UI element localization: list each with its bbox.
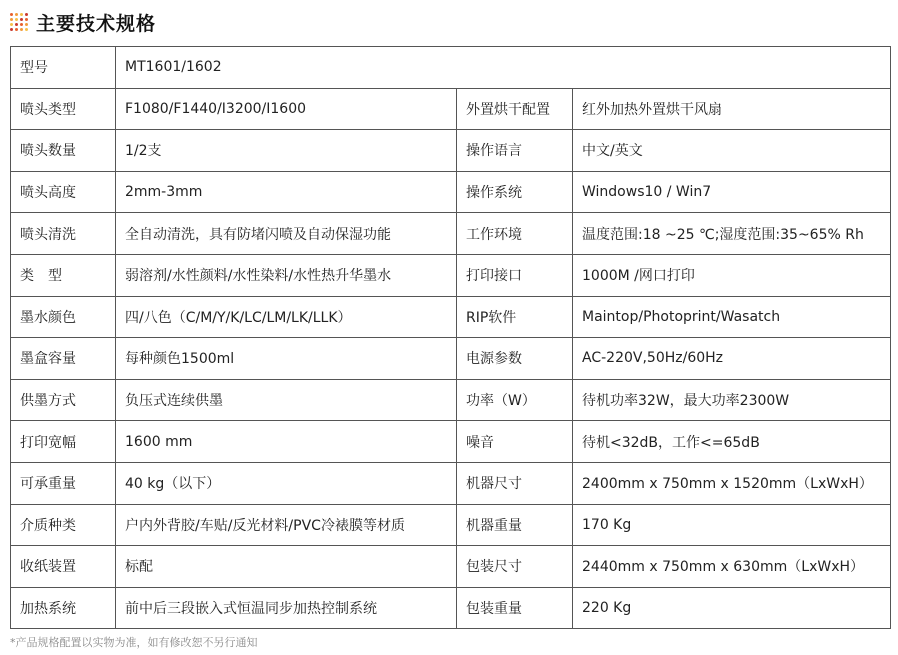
spec-value: 每种颜色1500ml [116, 338, 457, 380]
spec-label: 包装重量 [457, 587, 573, 629]
spec-label: 喷头高度 [11, 171, 116, 213]
spec-label: 操作系统 [457, 171, 573, 213]
spec-label: 工作环境 [457, 213, 573, 255]
spec-label: 外置烘干配置 [457, 88, 573, 130]
spec-value: 2440mm x 750mm x 630mm（LxWxH） [573, 546, 891, 588]
spec-value: 1000M /网口打印 [573, 254, 891, 296]
section-title: 主要技术规格 [36, 12, 157, 35]
spec-label: 收纸装置 [11, 546, 116, 588]
table-row [11, 587, 891, 629]
spec-label: 喷头数量 [11, 130, 116, 172]
spec-value: 四/八色（C/M/Y/K/LC/LM/LK/LLK） [116, 296, 457, 338]
spec-label: 喷头清洗 [11, 213, 116, 255]
spec-value: 待机<32dB，工作<=65dB [573, 421, 891, 463]
table-row [11, 130, 891, 172]
dot-grid-icon [10, 13, 28, 31]
spec-value: Maintop/Photoprint/Wasatch [573, 296, 891, 338]
spec-value: 温度范围:18 ~25 ℃;湿度范围:35~65% Rh [573, 213, 891, 255]
footnote: *产品规格配置以实物为准，如有修改恕不另行通知 [10, 636, 258, 649]
spec-label: 机器尺寸 [457, 462, 573, 504]
spec-label: 类 型 [11, 254, 116, 296]
table-row [11, 504, 891, 546]
spec-value: 40 kg（以下） [116, 462, 457, 504]
spec-label: 电源参数 [457, 338, 573, 380]
table-row [11, 254, 891, 296]
spec-table [10, 46, 891, 629]
spec-value: 2400mm x 750mm x 1520mm（LxWxH） [573, 462, 891, 504]
spec-value: 全自动清洗，具有防堵闪喷及自动保湿功能 [116, 213, 457, 255]
spec-label: RIP软件 [457, 296, 573, 338]
spec-value: 标配 [116, 546, 457, 588]
spec-label: 包装尺寸 [457, 546, 573, 588]
spec-value: 负压式连续供墨 [116, 379, 457, 421]
spec-value: F1080/F1440/I3200/I1600 [116, 88, 457, 130]
spec-value: AC-220V,50Hz/60Hz [573, 338, 891, 380]
table-row [11, 296, 891, 338]
spec-label: 墨水颜色 [11, 296, 116, 338]
spec-label: 机器重量 [457, 504, 573, 546]
spec-value: 户内外背胶/车贴/反光材料/PVC冷裱膜等材质 [116, 504, 457, 546]
spec-value: 1/2支 [116, 130, 457, 172]
table-row [11, 171, 891, 213]
spec-label: 供墨方式 [11, 379, 116, 421]
spec-label: 介质种类 [11, 504, 116, 546]
table-row [11, 88, 891, 130]
spec-value: 170 Kg [573, 504, 891, 546]
spec-value: 前中后三段嵌入式恒温同步加热控制系统 [116, 587, 457, 629]
spec-label: 操作语言 [457, 130, 573, 172]
spec-value: Windows10 / Win7 [573, 171, 891, 213]
spec-value: 1600 mm [116, 421, 457, 463]
spec-label: 墨盒容量 [11, 338, 116, 380]
section-header [10, 8, 156, 36]
spec-value-model: MT1601/1602 [116, 47, 891, 89]
spec-label: 功率（W） [457, 379, 573, 421]
table-row [11, 379, 891, 421]
spec-value: 2mm-3mm [116, 171, 457, 213]
spec-label: 打印接口 [457, 254, 573, 296]
spec-label: 可承重量 [11, 462, 116, 504]
spec-value: 弱溶剂/水性颜料/水性染料/水性热升华墨水 [116, 254, 457, 296]
spec-label: 噪音 [457, 421, 573, 463]
table-row [11, 338, 891, 380]
table-row-model [11, 47, 891, 89]
spec-value: 红外加热外置烘干风扇 [573, 88, 891, 130]
spec-label: 打印宽幅 [11, 421, 116, 463]
table-row [11, 421, 891, 463]
spec-label: 加热系统 [11, 587, 116, 629]
spec-value: 待机功率32W，最大功率2300W [573, 379, 891, 421]
spec-label: 喷头类型 [11, 88, 116, 130]
table-row [11, 546, 891, 588]
spec-label-model: 型号 [11, 47, 116, 89]
table-row [11, 213, 891, 255]
spec-value: 220 Kg [573, 587, 891, 629]
spec-value: 中文/英文 [573, 130, 891, 172]
table-row [11, 462, 891, 504]
